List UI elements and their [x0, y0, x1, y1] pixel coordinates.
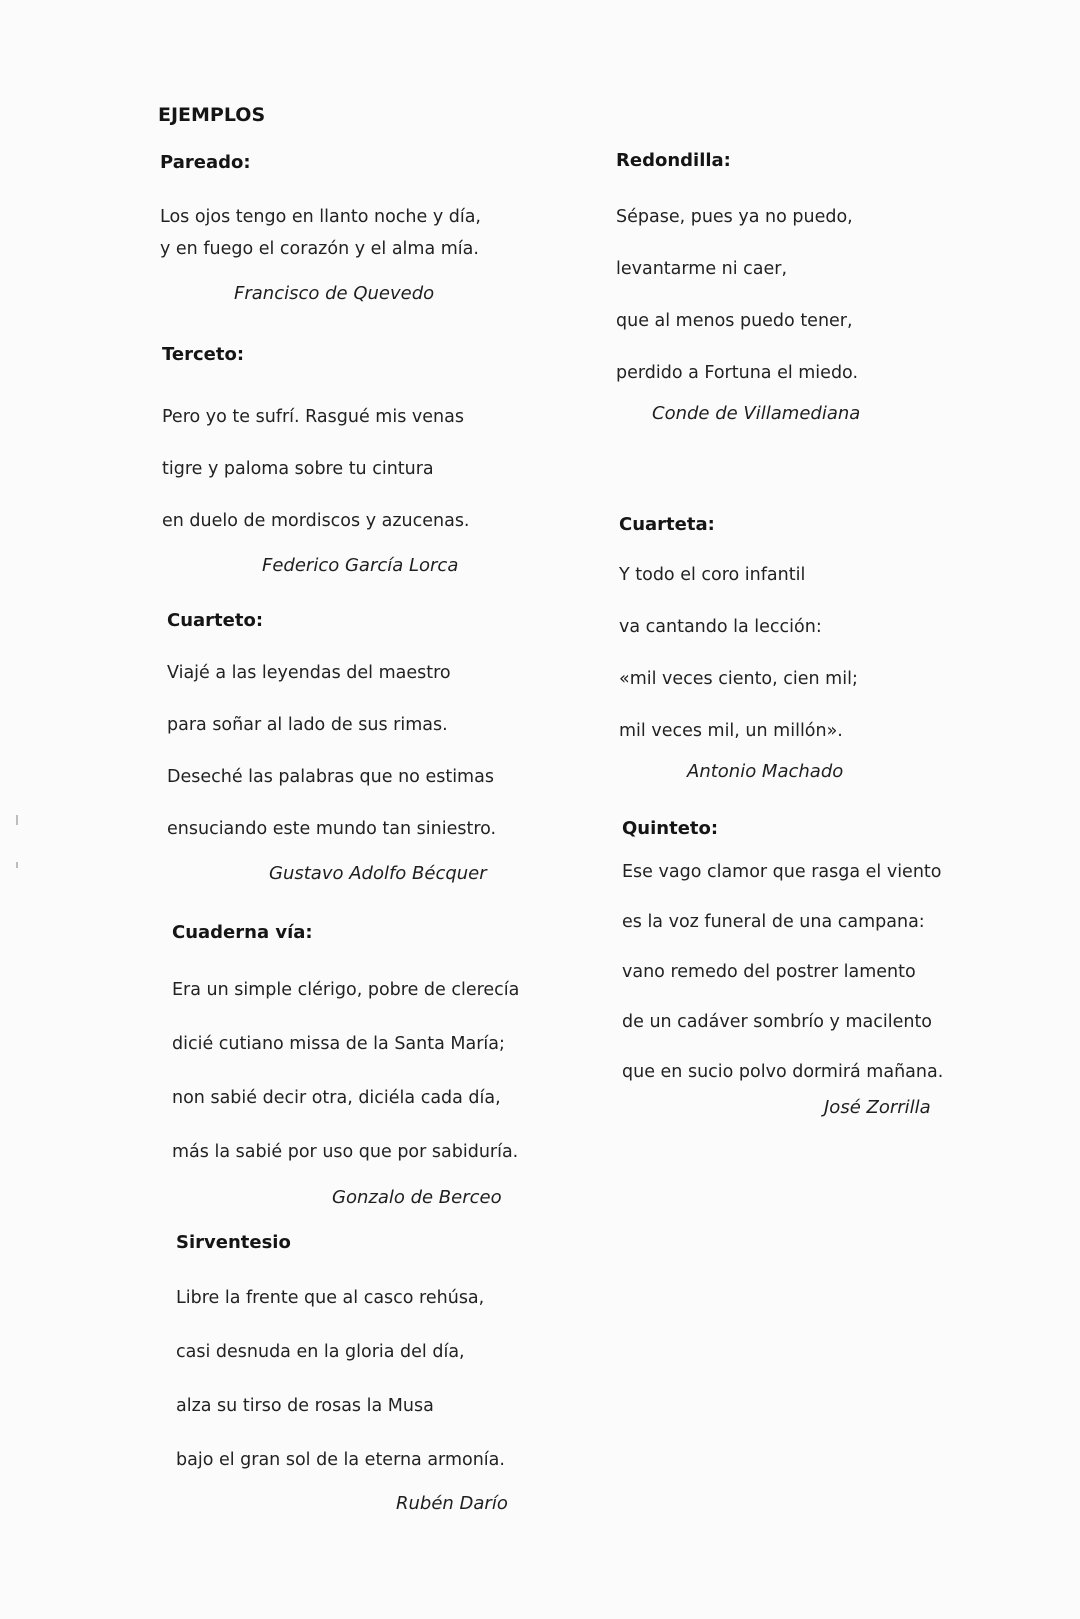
scan-edge-mark — [16, 862, 18, 868]
poem-line: Libre la frente que al casco rehúsa, — [176, 1288, 485, 1308]
author-name: José Zorrilla — [824, 1097, 931, 1118]
section-cuarteto — [167, 610, 496, 884]
section-cuaderna-via — [172, 922, 519, 1208]
section-sirventesio — [176, 1232, 508, 1514]
poem-line: bajo el gran sol de la eterna armonía. — [176, 1450, 505, 1470]
poem-line: vano remedo del postrer lamento — [622, 962, 916, 982]
poem-line: Sépase, pues ya no puedo, — [616, 207, 853, 227]
section-title: Cuarteta: — [619, 514, 715, 535]
poem-line: Y todo el coro infantil — [619, 565, 806, 585]
author-name: Gustavo Adolfo Bécquer — [269, 863, 487, 884]
poem-line: Era un simple clérigo, pobre de clerecía — [172, 980, 520, 1000]
section-title: Cuaderna vía: — [172, 922, 313, 943]
poem-line: que al menos puedo tener, — [616, 311, 853, 331]
poem-line: tigre y paloma sobre tu cintura — [162, 459, 434, 479]
poem-line: dicié cutiano missa de la Santa María; — [172, 1034, 505, 1054]
poem-line: non sabié decir otra, diciéla cada día, — [172, 1088, 501, 1108]
section-title: Terceto: — [162, 344, 245, 365]
section-title: Cuarteto: — [167, 610, 264, 631]
poem-line: perdido a Fortuna el miedo. — [616, 363, 859, 383]
poem-line: más la sabié por uso que por sabiduría. — [172, 1142, 519, 1162]
section-title: Sirventesio — [176, 1232, 291, 1253]
poem-line: en duelo de mordiscos y azucenas. — [162, 511, 470, 531]
poem-line: va cantando la lección: — [619, 617, 822, 637]
section-title: Quinteto: — [622, 818, 719, 839]
poem-line: Pero yo te sufrí. Rasgué mis venas — [162, 407, 464, 427]
author-name: Rubén Darío — [396, 1493, 508, 1514]
poem-line: Deseché las palabras que no estimas — [167, 767, 494, 787]
poem-line: para soñar al lado de sus rimas. — [167, 715, 448, 735]
poem-line: y en fuego el corazón y el alma mía. — [160, 239, 479, 259]
poem-line: ensuciando este mundo tan siniestro. — [167, 819, 497, 839]
poem-line: Viajé a las leyendas del maestro — [167, 663, 451, 683]
section-quinteto — [622, 818, 943, 1118]
section-terceto — [162, 344, 470, 576]
author-name: Gonzalo de Berceo — [332, 1187, 502, 1208]
poem-line: levantarme ni caer, — [616, 259, 788, 279]
author-name: Federico García Lorca — [262, 555, 459, 576]
scan-edge-mark — [16, 815, 18, 825]
poem-line: Ese vago clamor que rasga el viento — [622, 862, 942, 882]
poem-line: «mil veces ciento, cien mil; — [619, 669, 858, 689]
poem-line: que en sucio polvo dormirá mañana. — [622, 1062, 944, 1082]
section-title: Pareado: — [160, 152, 251, 173]
poem-line: mil veces mil, un millón». — [619, 721, 843, 741]
poem-line: alza su tirso de rosas la Musa — [176, 1396, 434, 1416]
poem-line: Los ojos tengo en llanto noche y día, — [160, 207, 481, 227]
author-name: Antonio Machado — [687, 761, 844, 782]
section-pareado — [160, 152, 481, 304]
poem-line: casi desnuda en la gloria del día, — [176, 1342, 465, 1362]
section-redondilla — [616, 150, 860, 424]
poem-line: de un cadáver sombrío y macilento — [622, 1012, 933, 1032]
section-title: Redondilla: — [616, 150, 731, 171]
section-cuarteta — [619, 514, 858, 782]
page-heading: EJEMPLOS — [158, 104, 266, 126]
poem-line: es la voz funeral de una campana: — [622, 912, 925, 932]
author-name: Francisco de Quevedo — [234, 283, 435, 304]
author-name: Conde de Villamediana — [652, 403, 861, 424]
